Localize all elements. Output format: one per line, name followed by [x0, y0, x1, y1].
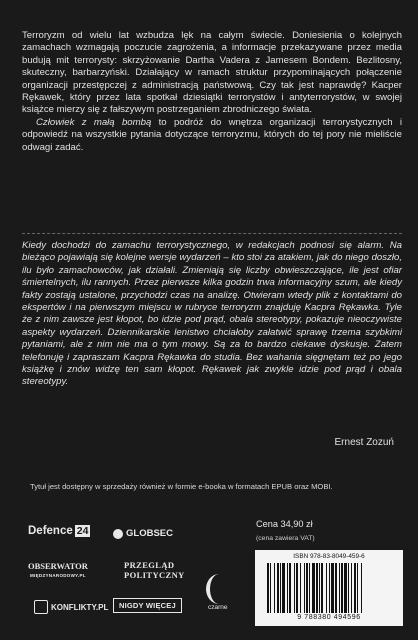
obserwator-logo-subtitle: MIĘDZYNARODOWY.PL — [30, 573, 86, 578]
ean-number: 9 788380 494596 — [297, 614, 361, 621]
barcode-bar — [282, 563, 285, 613]
book-title-inline: Człowiek z małą bombą — [36, 116, 152, 128]
barcode — [255, 550, 403, 626]
vat-note: (cena zawiera VAT) — [256, 535, 315, 542]
defence24-logo-word: Defence — [28, 525, 73, 537]
przeglad-logo-line-2: POLITYCZNY — [124, 570, 185, 580]
nigdy-wiecej-logo: NIGDY WIĘCEJ — [113, 598, 182, 613]
barcode-bar — [306, 563, 308, 613]
defence24-logo-number: 24 — [76, 525, 89, 537]
konflikty-icon — [34, 600, 48, 614]
konflikty-logo — [34, 600, 108, 614]
obserwator-logo — [28, 562, 88, 580]
barcode-bar — [309, 563, 310, 613]
ebook-note: Tytuł jest dostępny w sprzedaży również w formie e-booka w formatach EPUB oraz MOBI. — [30, 482, 333, 491]
blurb-author: Ernest Zozuń — [334, 437, 394, 448]
barcode-bar — [341, 563, 343, 613]
price-label: Cena 34,90 zł — [256, 519, 313, 529]
barcode-bar — [316, 563, 318, 613]
barcode-bar — [300, 563, 301, 613]
globe-icon — [113, 529, 123, 539]
divider — [22, 233, 402, 234]
przeglad-polityczny-logo — [124, 560, 185, 580]
barcode-bar — [274, 563, 275, 613]
barcode-bar — [354, 563, 356, 613]
barcode-bar — [312, 563, 315, 613]
barcode-bar — [294, 563, 295, 613]
barcode-bar — [287, 563, 288, 613]
barcode-bar — [280, 563, 281, 613]
description-paragraph-1: Terroryzm od wielu lat wzbudza lęk na całym świecie. Doniesienia o kolejnych zamachach wzmagają poczucie zagrożenia, a informacje przekazywane przez media budują mit terrorysty: skrzyżowanie Dartha Vadera z Jamesem Bondem. Bezlitosny, skuteczny, barbarzyński. Działający w ramach struktur przypominających połączenie organizacji przestępczej z administracją państwową. Czy tak jest naprawdę? Kacper Rękawek, który przez lata spotkał dziesiątki terrorystów i antyterrorystów, w swojej książce mierzy się z fałszywym postrzeganiem zbrodniczego świata. — [22, 30, 402, 116]
blurb-text: Kiedy dochodzi do zamachu terrorystycznego, w redakcjach podnosi się alarm. Na bieżąco pojawiają się kolejne wersje wydarzeń – kto stoi za atakiem, jak do niego doszło, ilu było zamachowców, jak działali. Zmieniają się liczby obwieszczające, ile jest ofiar śmiertelnych, ilu rannych. Przez pierwsze kilka godzin trwa informacyjny szum, ale kiedy fakty zostają ustalone, przychodzi czas na analizę. Otwieram wtedy plik z kontaktami do ekspertów i na pierwszym miejscu w rubryce terroryzm znajduję Kacpra Rękawka. Tyle że z nim zawsze jest kłopot, bo idzie pod prąd, obala stereotypy, pokazuje nieoczywiste aspekty wydarzeń. Dziennikarskie lenistwo chciałoby załatwić sprawę trzema szybkimi pytaniami, ale z nim nie ma o tym mowy. Są za to bardzo ciekawe dyskusje. Zatem telefonuję i zapraszam Kacpra Rękawka do studia. Bez wahania sięgnętam też po jego książkę i znów widzę ten sam kłopot. Rękawek jak zwykle idzie pod prąd i obala stereotypy. — [22, 240, 402, 388]
barcode-bar — [270, 563, 271, 613]
barcode-bar — [348, 563, 349, 613]
barcode-bar — [344, 563, 347, 613]
barcode-bars — [267, 563, 393, 613]
barcode-bar — [304, 563, 305, 613]
przeglad-logo-line-1: PRZEGLĄD — [124, 560, 175, 570]
barcode-bar — [296, 563, 298, 613]
barcode-bar — [277, 563, 279, 613]
barcode-bar — [289, 563, 291, 613]
obserwator-logo-text: OBSERWATOR — [28, 561, 88, 571]
globsec-logo — [113, 528, 173, 539]
barcode-bar — [319, 563, 320, 613]
barcode-bar — [361, 563, 362, 613]
barcode-bar — [351, 563, 352, 613]
konflikty-logo-text: KONFLIKTY.PL — [51, 602, 109, 612]
barcode-bar — [357, 563, 358, 613]
globsec-logo-text: GLOBSEC — [126, 528, 173, 539]
barcode-bar — [329, 563, 330, 613]
barcode-bar — [267, 563, 269, 613]
description — [22, 30, 402, 154]
isbn-text: ISBN 978-83-8049-459-6 — [293, 553, 365, 560]
description-paragraph-2 — [22, 117, 402, 154]
barcode-bar — [335, 563, 337, 613]
description-paragraph-2-text: to podróż do wnętrza organizacji terrorystycznych i odpowiedź na wszystkie pytania dotyczące terroryzmu, których do tej pory nie mieliście odwagi zadać. — [22, 116, 402, 153]
barcode-bar — [321, 563, 323, 613]
barcode-bar — [331, 563, 334, 613]
blurb-quote — [22, 240, 402, 389]
czarne-publisher-logo — [206, 574, 232, 614]
czarne-logo-text: czarne — [208, 604, 228, 611]
crescent-icon — [206, 574, 232, 604]
defence24-logo — [28, 525, 90, 537]
barcode-bar — [326, 563, 327, 613]
barcode-bar — [339, 563, 340, 613]
